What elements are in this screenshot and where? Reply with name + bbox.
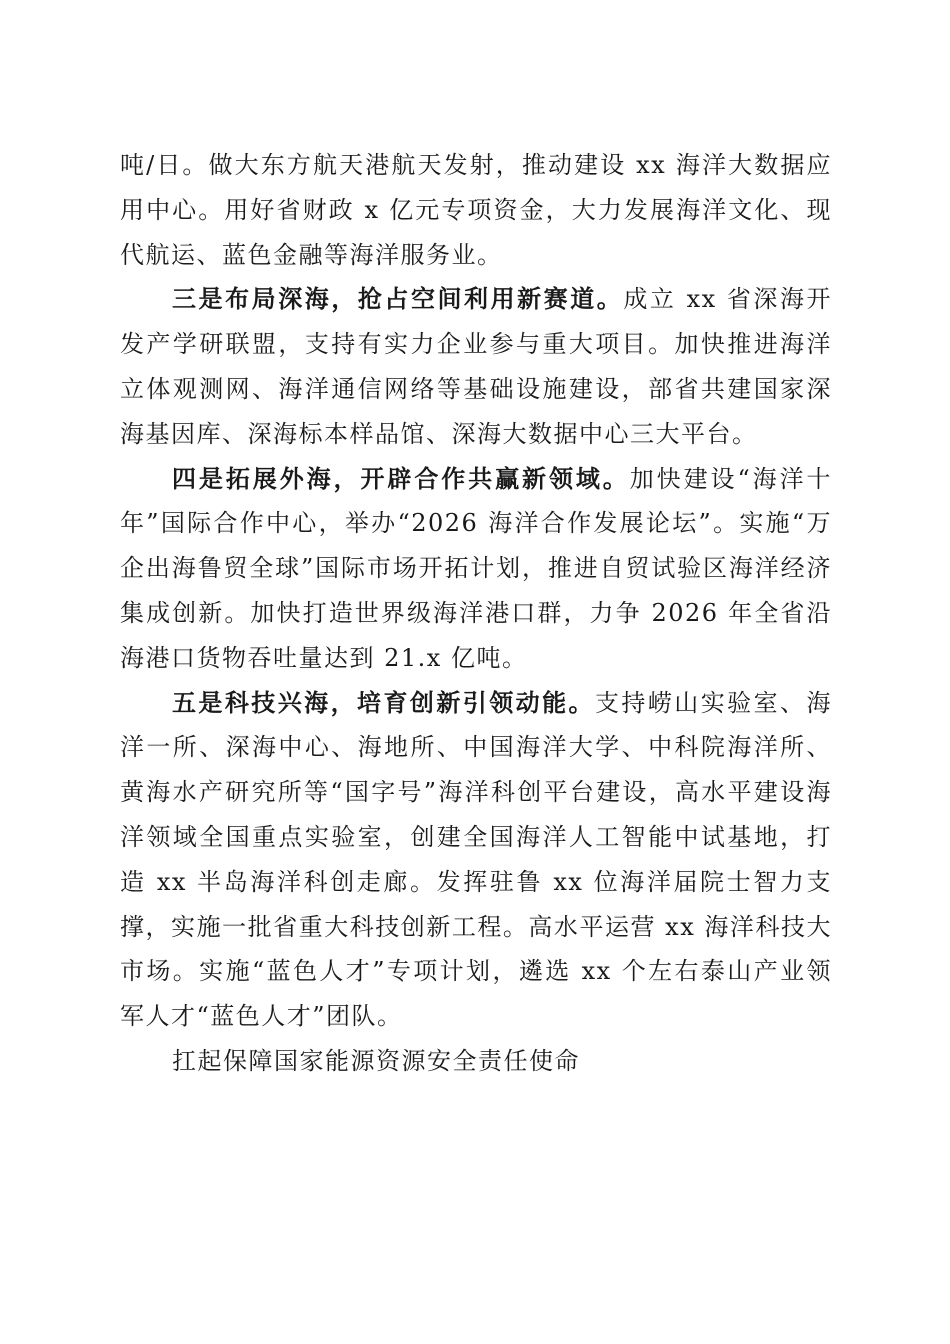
paragraph-text: 吨/日。做大东方航天港航天发射，推动建设 xx 海洋大数据应用中心。用好省财政 x 亿元专项资金，大力发展海洋文化、现代航运、蓝色金融等海洋服务业。 [120,151,832,269]
paragraph-open-sea [120,457,832,681]
paragraph-text: 加快建设“海洋十年”国际合作中心，举办“2026 海洋合作发展论坛”。实施“万企出海鲁贸全球”国际市场开拓计划，推进自贸试验区海洋经济集成创新。加快打造世界级海洋港口群，力争 2026 年全省沿海港口货物吞吐量达到 21.x 亿吨。 [120,464,832,672]
paragraph-lead: 四是拓展外海，开辟合作共赢新领域。 [172,463,630,493]
paragraph-tech [120,681,832,1039]
paragraph-deep-sea [120,277,832,456]
paragraph-lead: 五是科技兴海，培育创新引领动能。 [172,687,595,717]
section-heading [120,1039,832,1084]
paragraph-text: 成立 xx 省深海开发产学研联盟，支持有实力企业参与重大项目。加快推进海洋立体观测网、海洋通信网络等基础设施建设，部省共建国家深海基因库、深海标本样品馆、深海大数据中心三大平台。 [120,285,833,448]
paragraph-text: 扛起保障国家能源资源安全责任使命 [172,1046,580,1075]
paragraph-continuation [120,143,832,277]
paragraph-lead: 三是布局深海，抢占空间利用新赛道。 [172,284,624,314]
paragraph-text: 支持崂山实验室、海洋一所、深海中心、海地所、中国海洋大学、中科院海洋所、黄海水产研究所等“国字号”海洋科创平台建设，高水平建设海洋领域全国重点实验室，创建全国海洋人工智能中试基地，打造 xx 半岛海洋科创走廊。发挥驻鲁 xx 位海洋届院士智力支撑，实施一批省重大科技创新工程。高水平运营 xx 海洋科技大市场。实施“蓝色人才”专项计划，遴选 xx 个左右泰山产业领军人才“蓝色人才”团队。 [120,688,832,1031]
document-body [120,143,832,1084]
